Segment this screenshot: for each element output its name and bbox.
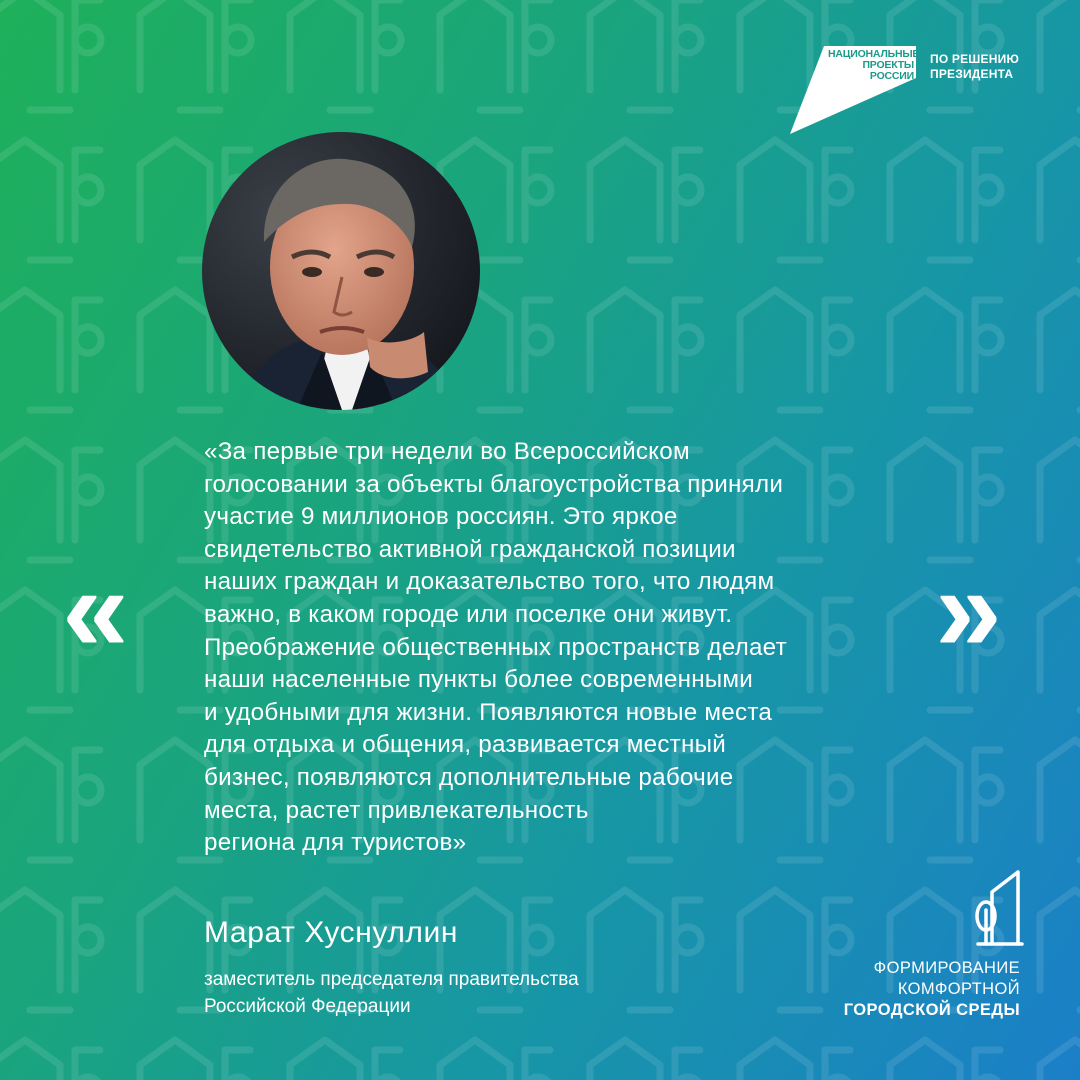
quote-line: участие 9 миллионов россиян. Это яркое	[204, 503, 678, 531]
np-subtitle-line-2: ПРЕЗИДЕНТА	[930, 67, 1014, 81]
quote-line: Преображение общественных пространств делает	[204, 633, 787, 661]
np-subtitle-line-1: ПО РЕШЕНИЮ	[930, 52, 1020, 66]
close-quote-mark: »	[935, 543, 1002, 677]
quote-line: и удобными для жизни. Появляются новые места	[204, 698, 773, 726]
quote-line: «За первые три недели во Всероссийском	[204, 438, 690, 465]
author-position-line-1: заместитель председателя правительства	[204, 969, 579, 990]
quote-line: бизнес, появляются дополнительные рабочие	[204, 763, 734, 791]
speaker-photo	[202, 132, 480, 410]
quote-line: голосовании за объекты благоустройства приняли	[204, 470, 784, 498]
national-projects-logo	[784, 46, 1024, 138]
quote-line: для отдыха и общения, развивается местный	[204, 731, 726, 759]
fks-line-1: ФОРМИРОВАНИЕ	[873, 959, 1020, 977]
np-line-3: РОССИИ	[869, 70, 914, 82]
fks-line-2: КОМФОРТНОЙ	[897, 980, 1020, 998]
quote-line: наших граждан и доказательство того, что людям	[204, 568, 775, 596]
fks-line-3: ГОРОДСКОЙ СРЕДЫ	[843, 1001, 1020, 1019]
quote-line: наши населенные пункты более современными	[204, 666, 754, 694]
np-line-1: НАЦИОНАЛЬНЫЕ	[828, 48, 920, 60]
author-position-line-2: Российской Федерации	[204, 996, 411, 1017]
quote-line: свидетельство активной гражданской позиции	[204, 535, 736, 563]
quote-text	[204, 436, 904, 860]
national-projects-subtitle	[930, 52, 1019, 82]
quote-line: места, растет привлекательность	[204, 796, 589, 824]
open-quote-mark: «	[62, 543, 129, 677]
author-name: Марат Хуснуллин	[204, 916, 459, 949]
comfortable-urban-environment-logo	[844, 958, 1020, 1021]
national-projects-title	[828, 48, 920, 82]
quote-line: региона для туристов»	[204, 829, 467, 857]
quote-line: важно, в каком городе или поселке они живут.	[204, 600, 733, 628]
author-position	[204, 966, 579, 1020]
np-line-2: ПРОЕКТЫ	[862, 59, 914, 71]
building-tree-icon	[972, 866, 1024, 946]
